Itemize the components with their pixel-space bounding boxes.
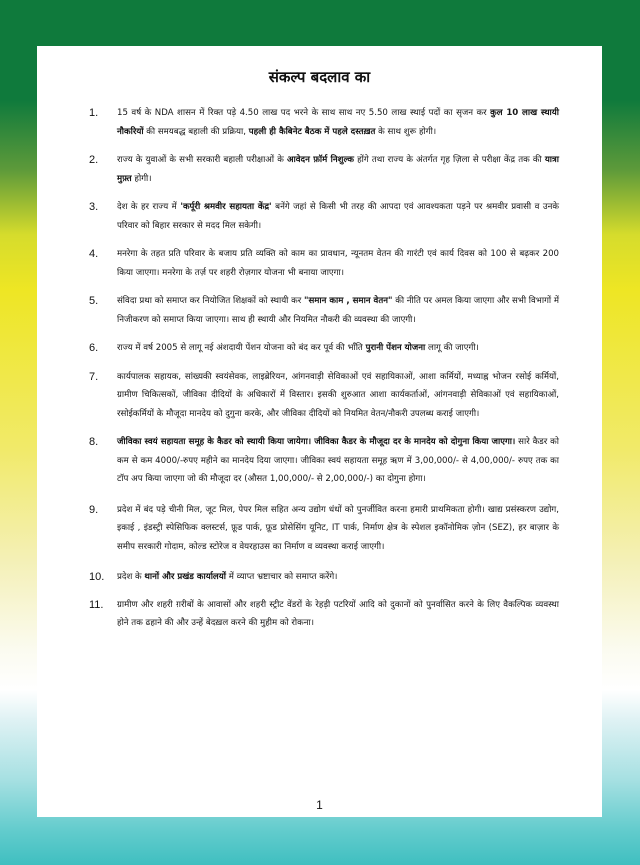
bold-text: थानों और प्रखंड कार्यालयों bbox=[144, 572, 226, 582]
list-item bbox=[89, 245, 559, 282]
page-number: 1 bbox=[316, 798, 323, 812]
item-text: प्रदेश के bbox=[117, 572, 145, 582]
list-item bbox=[89, 151, 559, 188]
item-text: बनेंगे जहां से किसी भी तरह की आपदा एवं आवश्यकता पड़ने पर श्रमवीर प्रवासी व उनके परिवार को बिहार सरकार से मदद मिल सकेगी। bbox=[117, 202, 559, 231]
item-text: सारे कैडर को कम से कम 4000/-रुपए महीने का मानदेय दिया जाएगा। जीविका स्वयं सहायता समूह ऋण में 3,00,000/- से 4,00,000/- रुपए तक का टॉप अप किया जाएगा जो की मौजूदा दर (औसत 1,00,000/- से 2,00,000/-) का दोगुना होगा। bbox=[117, 437, 559, 484]
list-item bbox=[89, 198, 559, 235]
item-number: 1. bbox=[89, 107, 99, 119]
item-text: संविदा प्रथा को समाप्त कर नियोजित शिक्षकों को स्थायी कर bbox=[117, 296, 304, 306]
list-item bbox=[89, 433, 559, 489]
item-text: 15 वर्ष के NDA शासन में रिक्त पड़े 4.50 लाख पद भरने के साथ साथ नए 5.50 लाख स्थाई पदों का सृजन कर bbox=[117, 108, 491, 118]
bold-text: कुल 10 लाख स्थायी नौकरियों bbox=[117, 108, 559, 137]
item-number: 10. bbox=[89, 571, 105, 583]
list-item bbox=[89, 339, 559, 358]
item-text: होंगे तथा राज्य के अंतर्गत गृह ज़िला से परीक्षा केंद्र तक की bbox=[353, 155, 545, 165]
item-text: होगी। bbox=[131, 173, 152, 184]
item-number: 8. bbox=[89, 436, 99, 448]
list-item bbox=[89, 104, 559, 141]
bold-text: जीविका स्वयं सहायता समूह के कैडर को स्थायी किया जायेगा। जीविका कैडर के मौजूदा दर के मानदेय को दोगुना किया जाएगा। bbox=[117, 437, 516, 447]
item-number: 5. bbox=[89, 295, 99, 307]
document-title: संकल्प बदलाव का bbox=[268, 68, 371, 86]
item-text: राज्य के युवाओं के सभी सरकारी बहाली परीक्षाओं के bbox=[117, 155, 287, 165]
bold-text: यात्रा मुफ़्त bbox=[117, 155, 559, 184]
bold-text: पहली ही कैबिनेट बैठक में पहले दस्तख़त bbox=[248, 126, 376, 137]
item-text: प्रदेश में बंद पड़े चीनी मिल, जूट मिल, पेपर मिल सहित अन्य उद्योग धंधों को पुनर्जीवित करना हमारी प्राथमिकता होगी। खाद्य प्रसंस्करण उद्योग, इकाई , इंडस्ट्री स्पेसिफिक क्लस्टर्स, फ़ूड पार्क, फ़ूड प्रोसेसिंग यूनिट, IT पार्क, निर्माण क्षेत्र के स्पेशल इकॉनोमिक ज़ोन (SEZ), हर बाज़ार के समीप सरकारी गोदाम, कोल्ड स्टोरेज व वेयरहाउस का निर्माण व व्यवस्था कराई जाएगी। bbox=[117, 504, 559, 552]
item-number: 6. bbox=[89, 342, 99, 354]
item-text: की समयबद्ध बहाली की प्रक्रिया, bbox=[143, 126, 249, 137]
item-text: देश के हर राज्य में bbox=[117, 202, 181, 212]
resolution-list bbox=[89, 104, 559, 633]
bold-text: "समान काम , समान वेतन" bbox=[304, 296, 393, 306]
bold-text: पुरानी पेंशन योजना bbox=[365, 343, 426, 353]
item-text: कार्यपालक सहायक, सांख्यकी स्वयंसेवक, लाइब्रेरियन, आंगनवाड़ी सेविकाओं एवं सहायिकाओं, आशा कर्मियों, मध्याह्न भोजन रसोई कर्मियों, ग्रामीण चिकित्सकों, जीविका दीदियों के अधिकारों में विस्तार। इसकी शुरुआत आशा कार्यकर्ताओं, आंगनवाड़ी सेविकाओं एवं सहायिकाओं, रसोईकर्मियों के मौजूदा मानदेय को दुगुना करके, और जीविका दीदियों को नियमित वेतन/नौकरी उपलब्ध कराई जाएगी। bbox=[117, 371, 559, 419]
document-page bbox=[37, 46, 602, 817]
item-text: की नीति पर अमल किया जाएगा और सभी विभागों में निजीकरण को समाप्त किया जाएगा। साथ ही स्थायी और नियमित नौकरी की व्यवस्था की जाएगी। bbox=[117, 296, 560, 325]
bold-text: 'कर्पूरी श्रमवीर सहायता केंद्र' bbox=[180, 202, 272, 212]
list-item bbox=[89, 292, 559, 329]
item-number: 3. bbox=[89, 201, 99, 213]
item-text: लागू की जाएगी। bbox=[425, 343, 479, 353]
list-item bbox=[89, 368, 559, 424]
list-item bbox=[89, 596, 559, 633]
item-text: ग्रामीण और शहरी ग़रीबों के आवासों और शहरी स्ट्रीट वेंडरों के रेहड़ी पटरियों आदि को दुकानों को पुनर्वासित करने के लिए वैकल्पिक व्यवस्था होने तक ढहाने की और उन्हें बेदख़ल करने की मुहीम को रोकना। bbox=[117, 599, 559, 628]
list-item bbox=[89, 501, 559, 557]
item-number: 9. bbox=[89, 503, 99, 516]
list-item bbox=[89, 568, 559, 587]
item-number: 4. bbox=[89, 248, 99, 260]
bold-text: आवेदन फ़ॉर्म निशुल्क bbox=[286, 155, 354, 165]
item-text: मनरेगा के तहत प्रति परिवार के बजाय प्रति व्यक्ति को काम का प्रावधान, न्यूनतम वेतन की गारंटी एवं कार्य दिवस को 100 से बढ़कर 200 किया जाएगा। मनरेगा के तर्ज़ पर शहरी रोज़गार योजना भी बनाया जाएगा। bbox=[117, 249, 559, 278]
item-number: 11. bbox=[89, 598, 104, 611]
item-text: राज्य में वर्ष 2005 से लागू नई अंशदायी पेंशन योजना को बंद कर पूर्व की भाँति bbox=[117, 343, 366, 353]
item-text: में व्याप्त भ्रष्टाचार को समाप्त करेंगे। bbox=[225, 572, 338, 582]
item-number: 2. bbox=[89, 154, 99, 166]
item-number: 7. bbox=[89, 370, 99, 383]
item-text: के साथ शुरू होगी। bbox=[375, 126, 437, 137]
